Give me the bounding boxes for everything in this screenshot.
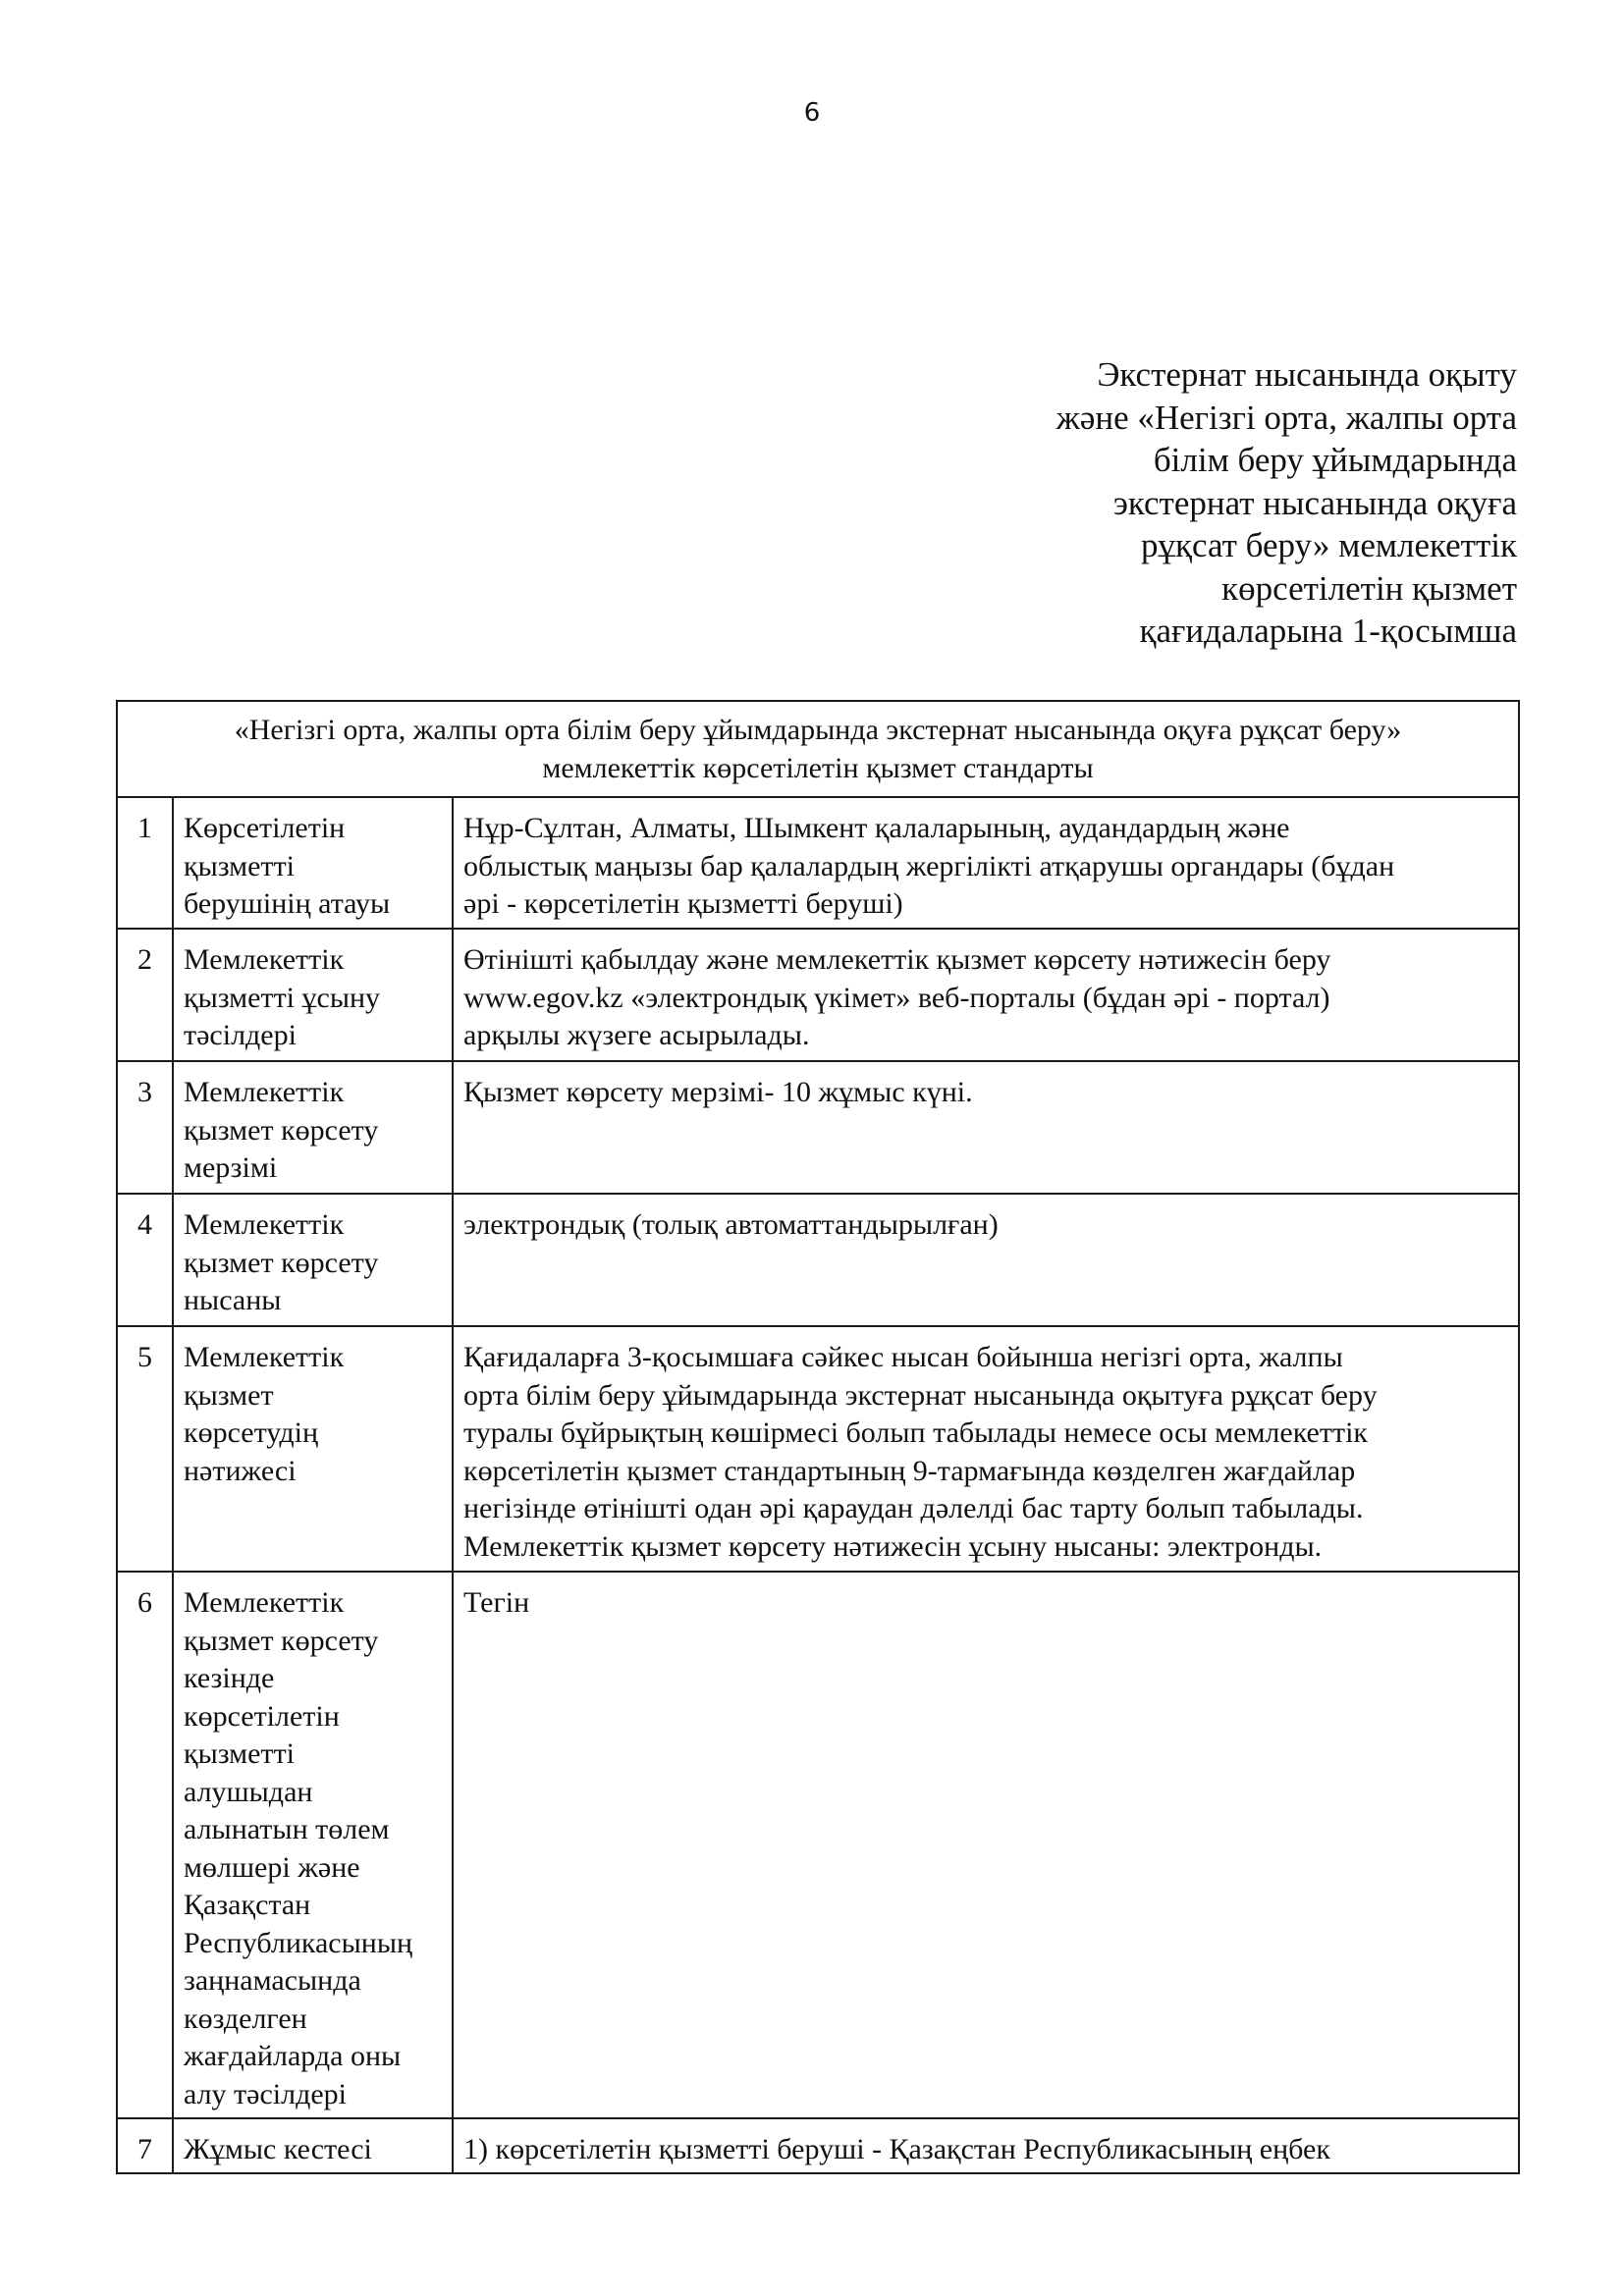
appendix-note-line: рұқсат беру» мемлекеттік — [1140, 526, 1517, 564]
row-value — [453, 797, 1519, 929]
row-label-line: қызмет көрсету — [184, 1246, 379, 1279]
row-label — [173, 797, 453, 929]
row-label-line: көрсетілетін — [184, 1699, 340, 1733]
row-value-line: Мемлекеттік қызмет көрсету нәтижесін ұсыну нысаны: электронды. — [463, 1529, 1323, 1563]
table-title-line: «Негізгі орта, жалпы орта білім беру ұйымдарында экстернат нысанында оқуға рұқсат беру» — [234, 714, 1402, 746]
table-title — [117, 701, 1519, 797]
row-label-line: қызметті — [184, 849, 296, 882]
row-number: 4 — [117, 1194, 173, 1326]
table-row — [117, 1326, 1519, 1572]
row-number: 7 — [117, 2118, 173, 2173]
row-label-line: алу тәсілдері — [184, 2077, 348, 2110]
table-title-line: мемлекеттік көрсетілетін қызмет стандарты — [542, 751, 1094, 784]
row-label-line: алынатын төлем — [184, 1813, 390, 1845]
table-row — [117, 2118, 1519, 2173]
row-label-line: берушінің атауы — [184, 887, 391, 920]
table-row — [117, 1061, 1519, 1194]
appendix-note — [830, 353, 1517, 653]
row-value — [453, 2118, 1519, 2173]
row-value-line: әрі - көрсетілетін қызметті беруші) — [463, 887, 903, 920]
appendix-note-line: Экстернат нысанында оқыту — [1097, 355, 1517, 394]
row-number: 2 — [117, 929, 173, 1061]
row-value — [453, 1194, 1519, 1326]
table-row — [117, 797, 1519, 929]
row-label-line: кезінде — [184, 1662, 275, 1694]
row-label-line: Жұмыс кестесі — [184, 2133, 372, 2165]
row-label-line: қызметті ұсыну — [184, 981, 381, 1014]
row-label-line: нысаны — [184, 1284, 282, 1316]
row-value-line: Нұр-Сұлтан, Алматы, Шымкент қалаларының, аудандардың және — [463, 812, 1290, 844]
row-label-line: Мемлекеттік — [184, 1586, 345, 1619]
row-value-line: көрсетілетін қызмет стандартының 9-тармағында көзделген жағдайлар — [463, 1454, 1356, 1487]
row-value-line: негізінде өтінішті одан әрі қараудан дәлелді бас тарту болып табылады. — [463, 1492, 1364, 1524]
row-label-line: көрсетудің — [184, 1416, 319, 1449]
appendix-note-line: көрсетілетін қызмет — [1221, 568, 1517, 608]
row-value — [453, 1061, 1519, 1194]
row-label-line: қызметті — [184, 1737, 296, 1770]
row-label-line: Мемлекеттік — [184, 1341, 345, 1373]
row-label-line: алушыдан — [184, 1775, 313, 1808]
table-row — [117, 1572, 1519, 2118]
row-label-line: Мемлекеттік — [184, 1208, 345, 1241]
appendix-note-line: білім беру ұйымдарында — [1153, 441, 1517, 479]
row-number: 5 — [117, 1326, 173, 1572]
appendix-note-line: және «Негізгі орта, жалпы орта — [1056, 398, 1517, 437]
row-label-line: Қазақстан — [184, 1889, 311, 1921]
row-label — [173, 929, 453, 1061]
row-label-line: қызмет көрсету — [184, 1624, 379, 1657]
row-value-line: Тегін — [463, 1586, 530, 1619]
table-title-row — [117, 701, 1519, 797]
page-number: 6 — [803, 98, 821, 128]
row-value-line: туралы бұйрықтың көшірмесі болып табылады немесе осы мемлекеттік — [463, 1416, 1368, 1449]
row-label-line: мерзімі — [184, 1151, 278, 1184]
row-label-line: Көрсетілетін — [184, 812, 346, 844]
row-value — [453, 929, 1519, 1061]
row-label-line: жағдайларда оны — [184, 2040, 402, 2072]
row-label-line: заңнамасында — [184, 1964, 361, 1997]
row-label-line: нәтижесі — [184, 1454, 297, 1487]
row-label-line: Мемлекеттік — [184, 1076, 345, 1108]
row-label-line: Республикасының — [184, 1926, 413, 1959]
service-standard-table — [116, 700, 1520, 2174]
row-value-line: Қағидаларға 3-қосымшаға сәйкес нысан бойынша негізгі орта, жалпы — [463, 1341, 1343, 1373]
row-value-line: 1) көрсетілетін қызметті беруші - Қазақстан Республикасының еңбек — [463, 2133, 1330, 2165]
row-value-line: облыстық маңызы бар қалалардың жергілікті атқарушы органдары (бұдан — [463, 849, 1395, 882]
row-label-line: көзделген — [184, 2002, 307, 2035]
row-value — [453, 1572, 1519, 2118]
appendix-note-line: экстернат нысанында оқуға — [1112, 483, 1517, 522]
row-label — [173, 1194, 453, 1326]
row-label-line: мөлшері және — [184, 1850, 360, 1884]
table-row — [117, 929, 1519, 1061]
row-value-line: www.egov.kz «электрондық үкімет» веб-порталы (бұдан әрі - портал) — [463, 981, 1330, 1014]
row-label — [173, 2118, 453, 2173]
row-number: 6 — [117, 1572, 173, 2118]
row-value — [453, 1326, 1519, 1572]
row-value-line: орта білім беру ұйымдарында экстернат нысанында оқытуға рұқсат беру — [463, 1378, 1378, 1412]
row-number: 3 — [117, 1061, 173, 1194]
appendix-note-line: қағидаларына 1-қосымша — [1139, 612, 1517, 650]
row-value-line: Қызмет көрсету мерзімі- 10 жұмыс күні. — [463, 1076, 973, 1108]
row-number: 1 — [117, 797, 173, 929]
row-label — [173, 1061, 453, 1194]
row-value-line: Өтінішті қабылдау және мемлекеттік қызмет көрсету нәтижесін беру — [463, 943, 1331, 976]
row-label-line: қызмет — [184, 1378, 274, 1412]
row-value-line: электрондық (толық автоматтандырылған) — [463, 1208, 999, 1241]
row-label-line: тәсілдері — [184, 1019, 297, 1051]
row-value-line: арқылы жүзеге асырылады. — [463, 1019, 810, 1051]
row-label-line: Мемлекеттік — [184, 943, 345, 976]
row-label — [173, 1572, 453, 2118]
table-row — [117, 1194, 1519, 1326]
row-label — [173, 1326, 453, 1572]
row-label-line: қызмет көрсету — [184, 1113, 379, 1147]
